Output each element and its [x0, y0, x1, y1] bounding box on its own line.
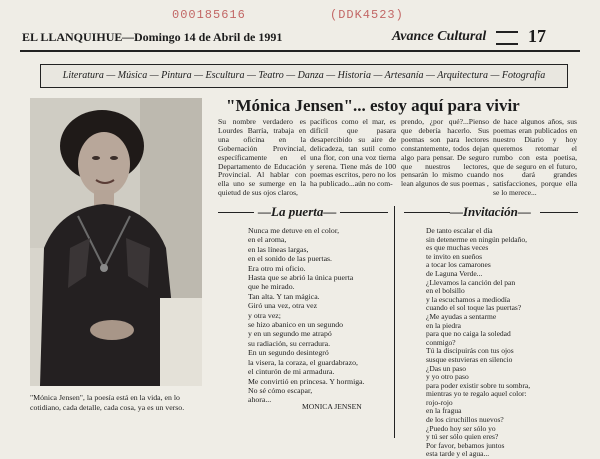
portrait-illustration — [30, 98, 202, 386]
poem2-title: —Invitación— — [450, 204, 531, 219]
column-divider — [394, 206, 395, 438]
header-ornament — [496, 31, 518, 45]
section-name: Avance Cultural — [392, 29, 487, 44]
photo-caption: "Mónica Jensen", la poesía está en la vida, en lo cotidiano, cada detalle, cada cosa, ya es un verso. — [30, 393, 185, 412]
article-column-1: Su nombre verdadero es Lourdes Barría, trabaja en una oficina en la Gobernación Provincial, específicamente en el Departamento de Educación Provincial. Al hablar con ella uno se sumerge en la quietud de sus ojos claros, — [218, 117, 306, 198]
article-column-2: pacíficos como el mar, es difícil que pasara desapercibido su aire de delicadeza, tan sutil como una flor, con una voz tierna y serena. Tiene más de 100 poemas escritos, pero no los ha publicado...aún no com- — [310, 117, 396, 189]
poem1-rule-left — [218, 212, 254, 213]
poem1-title: —La puerta— — [258, 204, 337, 219]
poem2-rule-right — [540, 212, 578, 213]
poem1-text: Nunca me detuve en el color, en el aroma, en las líneas largas, en el sonido de las puertas. Era otro mi oficio. Hasta que se abrió la única puerta que he mirado. Tan alta. Y tan mágica. Giró una vez, otra vez y otra vez; se hizo abanico en un segundo y en un segundo me atrapó su radiación, su cerradura. En un segundo desintegró la visera, la coraza, el guardabrazo, el cinturón de mi armadura. Me convirtió en princesa. Y hormiga. No sé cómo escapar, ahora... — [248, 226, 365, 405]
poem2-text: De tanto escalar el día sin detenerme en ningún peldaño, es que muchas veces te invito en sueños a tocar los camarones de Laguna Verde... ¿Llevamos la canción del pan en el bolsillo y la escuchamos a mediodía cuando el sol toque las puertas? ¿Me ayudas a sentarme en la piedra para que no caiga la soledad conmigo? Tú la discipuirás con tus ojos susque estuvieras en silencio ¿Das un paso y yo otro paso para poder existir sobre tu sombra, mientras yo te regalo aquel color: rojo-rojo en la fragua de los ciruchillos nuevos? ¿Puedo hoy ser sólo yo y tú ser sólo quien eres? Por favor, bebamos juntos esta tarde y el agua... — [426, 226, 531, 459]
masthead-rule — [20, 50, 580, 52]
poem1-rule-right — [340, 212, 388, 213]
portrait-photo — [30, 98, 202, 386]
page-number: 17 — [528, 26, 546, 46]
category-banner: Literatura — Música — Pintura — Escultura — Teatro — Danza — Historia — Artesanía — Arquitectura — Fotografía — [40, 64, 568, 88]
issue-date: —Domingo 14 de Abril de 1991 — [122, 30, 283, 44]
archive-stamp-right: (DDK4523) — [330, 8, 404, 22]
poem2-rule-left — [404, 212, 450, 213]
archive-stamp-left: 000185616 — [172, 8, 246, 22]
newspaper-name: EL LLANQUIHUE — [22, 30, 123, 44]
poem1-author: MONICA JENSEN — [302, 402, 362, 411]
article-column-3: prendo, ¿por qué?...Pienso que debería hacerlo. Sus poemas son para lectores constantemente, todos dejan algo para pensar. De seguro que nuestros lectores, pensarán lo mismo cuando lean algunos de sus poemas , — [401, 117, 489, 189]
article-title: "Mónica Jensen"... estoy aquí para vivir — [226, 96, 520, 115]
article-column-4: de hace algunos años, sus poemas eran publicados en nuestro Diario y hoy queremos retomar el rumbo con esta poetisa, que de seguro en el futuro, nos dará grandes satisfacciones, porque ella se lo merece... — [493, 117, 577, 198]
